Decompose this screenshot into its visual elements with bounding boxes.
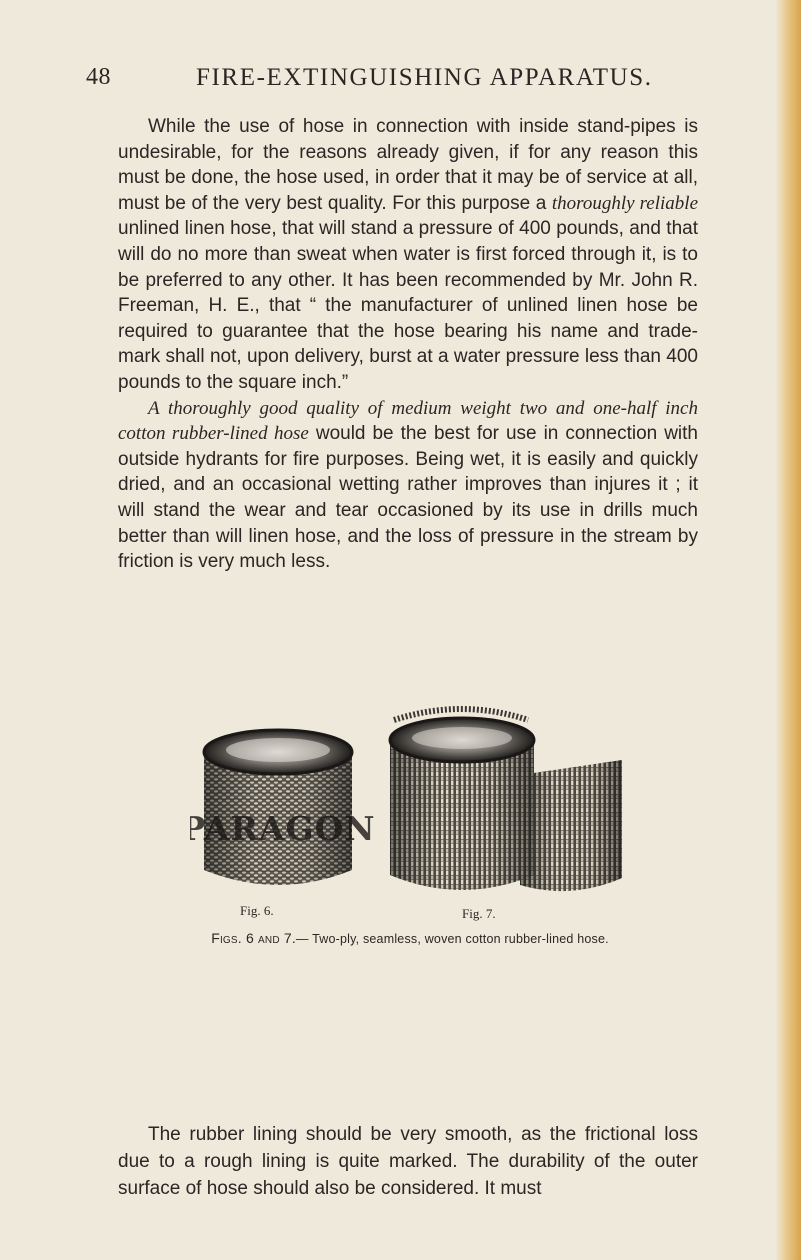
fig6-brand-mark: PARAGON [190, 809, 376, 848]
fig6-label: Fig. 6. [240, 903, 274, 918]
paragraph-1-italic: thoroughly reliable [551, 192, 698, 214]
fig7-label: Fig. 7. [462, 906, 496, 921]
fig6-hose [190, 730, 376, 885]
fig7-hose [390, 709, 622, 891]
paragraph-2-text: would be the best for use in connection with outside hydrants for fire purposes. Being wet, it is easily and quickly dried, and an occasional wetting rather improves than injures it ; it will stand the wear and tear occasioned by its use in drills much better than will linen hose, and the loss of pressure in the stream by friction is very much less. [118, 423, 698, 573]
page-header [0, 64, 801, 104]
hose-figures [190, 700, 630, 920]
figure-caption [120, 930, 700, 946]
paragraph-3: The rubber lining should be very smooth, as the frictional loss due to a rough lining is quite marked. The durability of the outer surface of hose should also be considered. It must [118, 1124, 698, 1199]
paragraph-1 [118, 114, 698, 396]
caption-text: — Two-ply, seamless, woven cotton rubber-lined hose. [295, 932, 609, 946]
page-number: 48 [86, 64, 111, 90]
paragraph-2 [118, 396, 698, 575]
caption-prefix: Figs. 6 and 7. [211, 930, 296, 946]
text-block-top [118, 114, 698, 575]
running-head: FIRE-EXTINGUISHING APPARATUS. [196, 64, 653, 91]
paragraph-1-text: While the use of hose in connection with inside stand-pipes is undesirable, for the reasons already given, if for any reason this must be done, the hose used, in order that it may be of service at all, must be of the very best quality. For this purpose a [118, 116, 698, 214]
hose-illustration [190, 700, 630, 920]
paragraph-2-italic: A thoroughly good quality of medium weight two and one-half inch cotton rubber-lined hose [118, 397, 698, 445]
paragraph-1-text-after: unlined linen hose, that will stand a pressure of 400 pounds, and that will do no more than sweat when water is first forced through it, is to be preferred to any other. It has been recommended by Mr. John R. Freeman, H. E., that “ the manufacturer of unlined linen hose be required to guarantee that the hose bearing his name and trade-mark shall not, upon delivery, burst at a water pressure less than 400 pounds to the square inch.” [118, 218, 698, 393]
page-edge [775, 0, 801, 1260]
